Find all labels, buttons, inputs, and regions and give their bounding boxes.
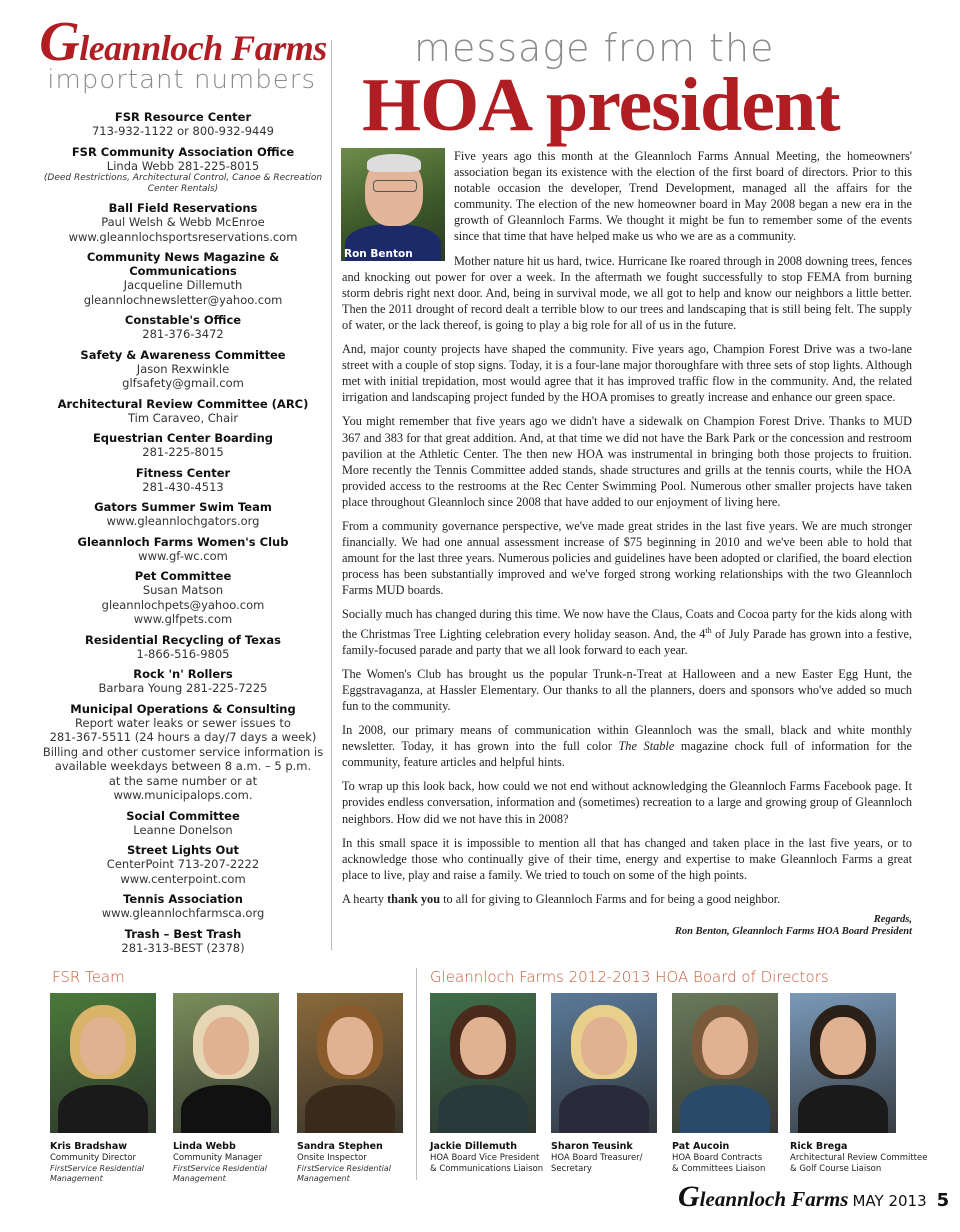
contact-entry [38, 667, 328, 696]
contact-name: Tennis Association [123, 892, 243, 906]
person-card [173, 993, 281, 1184]
photo-body [305, 1085, 395, 1133]
person-name: Kris Bradshaw [50, 1141, 128, 1152]
article-paragraph: The Women's Club has brought us the popular Trunk-n-Treat at Halloween and a new Easter Egg Hunt, the Eggstravaganza, at Hassler Elementary. Our thanks to all the planners, doers and sponsors who've added so much fun to the community. [342, 666, 912, 713]
contact-detail: www.gleannlochgators.org [106, 514, 260, 528]
article-paragraph: To wrap up this look back, how could we not end without acknowledging the Gleannloch Farms Facebook page. It provides endless conversation, information and (sometimes) recreation to a large and growing group of Gleannloch neighbors. How did we not have this in 2008? [342, 779, 912, 826]
contact-name: Municipal Operations & Consulting [70, 701, 296, 716]
photo-body [181, 1085, 271, 1133]
contact-entry [38, 927, 328, 956]
person-role: HOA Board Contracts [672, 1153, 763, 1163]
contact-list [38, 110, 328, 955]
person-photo [430, 993, 536, 1133]
person-card [551, 993, 659, 1175]
photo-face [327, 1017, 373, 1075]
person-role: & Communications Liaison [430, 1164, 544, 1174]
person-company: Management [173, 1174, 226, 1183]
photo-body [559, 1085, 649, 1133]
contact-name: Gleannloch Farms Women's Club [77, 534, 289, 549]
contact-name: Rock 'n' Rollers [133, 667, 233, 681]
article-paragraph: Five years ago this month at the Gleannloch Farms Annual Meeting, the homeowners' association began its existence with the election of the first board of directors. Prior to this notable occasion the developer, Trend Development, managed all the affairs for the community. The election of the new homeowner board in May 2008 began a new era in the growth of Gleannloch Farms. We thought it might be fun to remember some of the events since that time that have helped make us who we are as a community. [454, 149, 912, 244]
contact-entry [38, 348, 328, 391]
contact-detail: 281-313-BEST (2378) [121, 940, 245, 955]
person-company: FirstService Residential [50, 1164, 144, 1173]
contact-detail: www.gf-wc.com [138, 548, 228, 563]
contact-entry [38, 250, 328, 307]
photo-face [820, 1017, 866, 1075]
person-company: FirstService Residential [297, 1164, 391, 1173]
contact-entry [38, 313, 328, 342]
contact-detail: Barbara Young 281-225-7225 [98, 681, 268, 695]
contact-detail: Linda Webb 281-225-8015 [106, 158, 260, 173]
photo-body [680, 1085, 770, 1133]
contact-entry [38, 145, 328, 196]
person-name: Sandra Stephen [297, 1141, 383, 1152]
contact-name: Trash – Best Trash [124, 926, 242, 941]
contact-detail: Jason Rexwinkle [136, 361, 230, 376]
photo-body [58, 1085, 148, 1133]
footer-issue-date: MAY 2013 [852, 1192, 927, 1210]
sidebar-subtitle: important numbers [47, 65, 316, 95]
contact-detail: www.gleannlochsportsreservations.com [68, 229, 298, 244]
person-company: Management [50, 1174, 103, 1183]
contact-entry [38, 633, 328, 662]
person-role: Architectural Review Committee [790, 1153, 928, 1163]
section-divider [416, 968, 417, 1180]
contact-name: Social Committee [126, 808, 240, 823]
contact-entry [38, 201, 328, 244]
contact-entry [38, 535, 328, 564]
person-role: HOA Board Vice President [430, 1153, 540, 1163]
person-card [430, 993, 544, 1175]
photo-face [702, 1017, 748, 1075]
person-photo [790, 993, 896, 1133]
contact-detail: www.gleannlochfarmsca.org [101, 906, 265, 920]
contact-entry [38, 110, 328, 139]
contact-detail: gleannlochnewsletter@yahoo.com [83, 292, 283, 307]
article-paragraph: And, major county projects have shaped the community. Five years ago, Champion Forest Drive was a two-lane street with a couple of stop signs. Today, it is a four-lane major thoroughfare with three sets of stop lights. Although met with initial trepidation, most would agree that it has improved traffic flow in the community. And, the related irrigation and landscaping project funded by the HOA promises to greatly increase and enhance our green space. [342, 342, 912, 405]
contact-detail: 281-376-3472 [142, 327, 224, 341]
person-role: Community Director [50, 1153, 137, 1163]
contact-detail: 281-225-8015 [142, 445, 224, 459]
person-card [790, 993, 928, 1175]
person-name: Rick Brega [790, 1141, 848, 1152]
person-name: Jackie Dillemuth [430, 1141, 517, 1152]
contact-detail: www.glfpets.com [133, 612, 233, 626]
important-numbers-sidebar [38, 11, 328, 961]
person-photo [50, 993, 156, 1133]
board-title: Gleannloch Farms 2012-2013 HOA Board of Directors [430, 968, 829, 986]
photo-face [203, 1017, 249, 1075]
contact-entry [38, 892, 328, 921]
person-name: Sharon Teusink [551, 1141, 633, 1152]
contact-detail: 713-932-1122 or 800-932-9449 [91, 124, 274, 138]
page-footer [678, 1180, 949, 1214]
contact-detail: available weekdays between 8 a.m. – 5 p.m. [54, 759, 312, 773]
contact-entry [38, 466, 328, 495]
contact-entry [38, 500, 328, 529]
person-name: Pat Aucoin [672, 1141, 730, 1152]
header-small: message from the [414, 26, 775, 70]
contact-entry [38, 431, 328, 460]
contact-detail: Paul Welsh & Webb McEnroe [101, 215, 265, 229]
header-title: HOA president [362, 63, 840, 147]
person-role: & Golf Course Liaison [790, 1164, 882, 1174]
article-paragraph: You might remember that five years ago we didn't have a sidewalk on Champion Forest Drive. Thanks to MUD 367 and 383 for that great addition. And, at that time we did not have the Bark Park or the concession and restroom pavilion at the Athletic Center. The then new HOA was instrumental in bringing both those projects to fruition. More recently the Tennis Committee added stands, shade structures and grills at the tennis courts, while the HOA provided access to the restrooms at the Rec Center Swimming Pool. Numerous other smaller projects have taken place throughout Gleannloch since 2008 that have added to our enjoyment of living here. [342, 414, 912, 509]
photo-face [581, 1017, 627, 1075]
person-card [297, 993, 405, 1184]
contact-name: Residential Recycling of Texas [85, 632, 281, 647]
contact-name: Constable's Office [124, 313, 242, 327]
contact-name: Community News Magazine & Communications [86, 250, 280, 278]
contact-detail: Leanne Donelson [133, 822, 233, 837]
contact-entry [38, 397, 328, 426]
person-photo [551, 993, 657, 1133]
person-role: Secretary [551, 1164, 592, 1174]
contact-detail: Susan Matson [142, 583, 224, 597]
contact-detail: gleannlochpets@yahoo.com [101, 597, 265, 612]
contact-detail: glfsafety@gmail.com [122, 376, 244, 390]
president-message [342, 148, 912, 939]
signature-regards: Regards, [873, 914, 912, 926]
photo-body [438, 1085, 528, 1133]
contact-detail: www.centerpoint.com [120, 871, 246, 886]
person-role: Community Manager [173, 1153, 263, 1163]
person-photo [297, 993, 403, 1133]
contact-detail: CenterPoint 713-207-2222 [106, 857, 260, 871]
article-paragraph: In this small space it is impossible to mention all that has changed and taken place in the last five years, or to acknowledge those who continually give of their time, energy and expertise to make Gleannloch Farms a great place to live, play and raise a family. We tried to touch on some of the high points. [342, 835, 912, 882]
person-card [672, 993, 780, 1175]
person-company: FirstService Residential [173, 1164, 267, 1173]
photo-face [80, 1017, 126, 1075]
brand-logo: Gleannloch Farms [39, 11, 327, 73]
contact-name: Safety & Awareness Committee [80, 347, 286, 362]
person-role: Onsite Inspector [297, 1153, 367, 1163]
column-divider [331, 40, 332, 950]
contact-name: Gators Summer Swim Team [94, 500, 272, 514]
contact-detail: Jacqueline Dillemuth [123, 278, 243, 292]
contact-name: Ball Field Reservations [108, 201, 258, 215]
person-name: Linda Webb [173, 1141, 236, 1152]
contact-entry [38, 569, 328, 627]
person-photo [173, 993, 279, 1133]
article-paragraph: From a community governance perspective, we've made great strides in the last five years. We are much stronger financially. We had one annual assessment increase of $75 beginning in 2010 and we've been able to hold that amount for the last three years. Numerous policies and guidelines have been adopted or clarified, the board election process has been substantially improved and we've forged strong working relationships with the two Gleannloch Farms MUD boards. [342, 518, 912, 598]
photo-body [798, 1085, 888, 1133]
contact-name: Pet Committee [134, 569, 232, 583]
contact-detail: 281-430-4513 [142, 479, 224, 494]
contact-detail: Billing and other customer service information is [42, 744, 324, 759]
article-paragraph: In 2008, our primary means of communication within Gleannloch was the small, black and white monthly newsletter. Today, it has grown into the full color The Stable magazine chock full of information for the community, feature articles and helpful hints. [342, 723, 912, 770]
fsr-team-title: FSR Team [52, 968, 125, 986]
contact-name: Street Lights Out [126, 843, 240, 857]
article-paragraph: Mother nature hit us hard, twice. Hurricane Ike roared through in 2008 downing trees, fences and knocking out power for over a week. In the aftermath we fought successfully to stop FEMA from burning storm debris right next door. And, being in survival mode, we all got to help and know our neighbors a little better. Then the 2011 drought of record dealt a terrible blow to our trees and landscaping that is still being felt. The supply of water, or the lack thereof, is going to play a big role for all of us in the future. [342, 253, 912, 332]
person-photo [672, 993, 778, 1133]
signature-name: Ron Benton, Gleannloch Farms HOA Board President [674, 926, 912, 938]
contact-detail: Tim Caraveo, Chair [127, 410, 239, 425]
article-paragraph: A hearty thank you to all for giving to Gleannloch Farms and for being a good neighbor. [342, 891, 781, 906]
person-company: Management [297, 1174, 350, 1183]
person-role: HOA Board Treasurer/ [551, 1153, 643, 1163]
contact-detail: 1-866-516-9805 [136, 646, 230, 661]
contact-entry [38, 809, 328, 838]
person-card [50, 993, 158, 1184]
contact-entry [38, 702, 328, 803]
footer-brand: Gleannloch Farms [678, 1180, 849, 1213]
contact-note: (Deed Restrictions, Architectural Control, Canoe & Recreation Center Rentals) [43, 173, 323, 194]
page-number: 5 [936, 1190, 950, 1211]
contact-name: FSR Resource Center [114, 110, 252, 124]
contact-detail: at the same number or at www.municipalops.com. [108, 773, 258, 802]
article-paragraph: Socially much has changed during this time. We now have the Claus, Coats and Cocoa party for the kids along with the Christmas Tree Lighting celebration every holiday season. And, the 4th of July Parade has grown into a festive, family-focused parade and party that we all look forward to each year. [342, 607, 913, 657]
contact-entry [38, 843, 328, 886]
contact-name: Equestrian Center Boarding [92, 431, 274, 445]
person-role: & Committees Liaison [672, 1164, 766, 1174]
contact-detail: 281-367-5511 (24 hours a day/7 days a week) [49, 730, 317, 744]
contact-name: Architectural Review Committee (ARC) [57, 396, 309, 411]
contact-name: Fitness Center [135, 465, 231, 480]
contact-detail: Report water leaks or sewer issues to [75, 715, 291, 730]
photo-face [460, 1017, 506, 1075]
photo-caption: Ron Benton [344, 248, 413, 260]
contact-name: FSR Community Association Office [71, 144, 295, 159]
